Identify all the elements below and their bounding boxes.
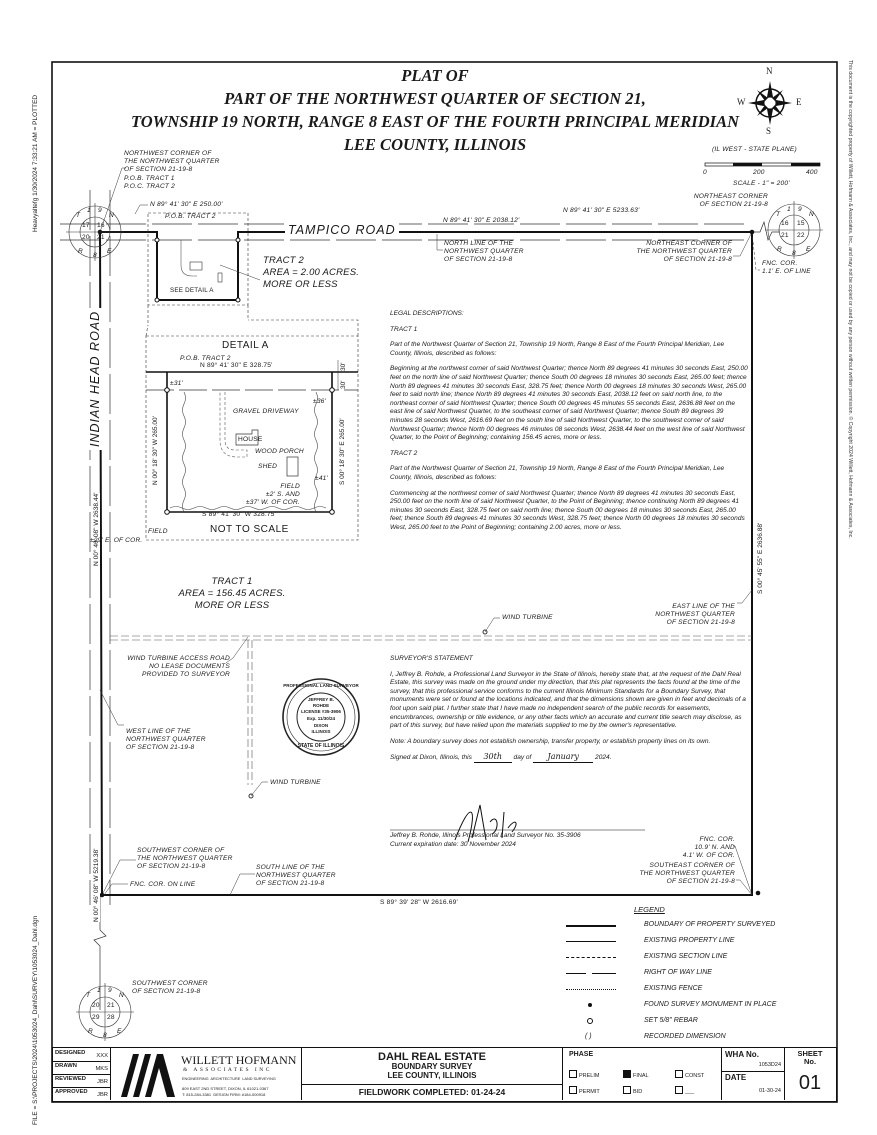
bearing-2038: N 89° 41' 30" E 2038.12' [443,217,520,224]
ne-corner-quarter-label: NORTHEAST CORNER OF THE NORTHWEST QUARTER OF SECTION 21-19-8 [636,240,732,264]
compass-e: E [796,97,802,107]
ne-section-corner-label: NORTHEAST CORNER OF SECTION 21-19-8 [693,193,768,209]
indian-head-road-label: INDIAN HEAD ROAD [88,308,102,450]
seal-state: ILLINOIS [311,729,331,734]
legend-item-fence: EXISTING FENCE [556,985,826,995]
ne-sc-c3: 21 [781,232,789,239]
nw-sc-c2: 16 [97,222,105,229]
detail-house: HOUSE [238,436,263,443]
south-line-label: SOUTH LINE OF THE NORTHWEST QUARTER OF SECTION 21-19-8 [256,864,336,888]
see-detail-a: SEE DETAIL A [170,287,214,294]
ne-sc-r: R [777,246,782,253]
wind-turbine-1-label: WIND TURBINE [502,614,553,621]
fieldwork-completed: FIELDWORK COMPLETED: 01-24-24 [302,1084,562,1101]
access-road-label: WIND TURBINE ACCESS ROAD NO LEASE DOCUMENTS PROVIDED TO SURVEYOR [127,655,230,679]
detail-pm31: ±31' [170,380,184,387]
seal-license: LICENSE #35-3906 [301,709,341,714]
tract2-body: Commencing at the northwest corner of said Northwest Quarter; thence North 89 degrees 41 minutes 30 seconds East, 250.00 feet on the north line of said Northwest Quarter, to the Point of Beginning; thence continuing North 89 degrees 41 minutes 30 seconds East, 328.75 feet on said north line; thence South 00 degrees 18 minutes 30 seconds East, 265.00 feet; thence South 89 degrees 41 minutes 30 seconds West, 328.75 feet; thence North 00 degrees 18 minutes 30 seconds West, 265.00 feet to the Point of Beginning; containing 2.00 acres, more or less. [390,489,745,531]
phase-other[interactable]: ___ [675,1086,694,1095]
plot-stamp: Heavyaltefg 1/30/2024 7:33:21 AM = PLOTTED [32,94,39,232]
phase-bid[interactable]: BID [623,1086,642,1095]
legend-item-recorded: ( ) RECORDED DIMENSION [585,1033,726,1040]
legend [556,905,826,1045]
plat-title [120,64,750,156]
nw-sc-c4: 21 [97,234,105,241]
company-sub: & ASSOCIATES INC [183,1067,272,1073]
sheet-block [785,1048,835,1100]
detail-gravel: GRAVEL DRIVEWAY [233,408,299,415]
sw-sc-c4: 28 [107,1014,115,1021]
bearing-5233: N 89° 41' 30" E 5233.63' [563,207,640,214]
detail-pm36: ±36' [313,398,327,405]
tract2-area-label: TRACT 2 AREA = 2.00 ACRES. MORE OR LESS [263,255,360,290]
signed-day-of: day of [513,754,532,762]
sw-sc-8: 8 [103,1032,107,1039]
west-bearing-2: N 00° 46' 08" W 5219.38' [93,848,100,922]
sw-sc-t: T [86,992,91,999]
fnc-cor-ne-label: FNC. COR. 1.1' E. OF LINE [762,260,811,276]
signed-line [390,753,748,763]
signer-block [390,832,690,849]
client-name: DAHL REAL ESTATE [378,1051,486,1063]
phase-final[interactable]: FINAL [623,1070,649,1079]
legal-descriptions [390,310,748,539]
approved-value: JBR [97,1092,108,1098]
seal-ring-bottom: STATE OF ILLINOIS [297,743,345,749]
seal-exp: Exp. 11/30/24 [306,716,336,721]
date-value: 01-30-24 [758,1088,781,1094]
drawn-label: DRAWN [55,1063,77,1069]
tract1-heading: TRACT 1 [390,325,418,333]
nw-sc-8: 8 [93,252,97,259]
nw-sc-9: 9 [98,207,102,214]
detail-porch: WOOD PORCH [255,448,304,455]
detail-30-1: 30' [340,362,347,371]
ne-sc-c4: 22 [797,232,805,239]
sw-sc-n: N [119,992,124,999]
nw-sc-e: E [107,248,112,255]
project-block [301,1048,563,1100]
title-block [52,1047,837,1102]
legend-item-section-line: EXISTING SECTION LINE [556,953,826,963]
fnc-cor-se-label: FNC. COR. 10.9' N. AND 4.1' W. OF COR. [682,836,735,860]
legal-heading: LEGAL DESCRIPTIONS: [390,310,464,317]
seal-city: DIXON [313,723,329,728]
detail-a-title: DETAIL A [222,340,269,351]
sw-sc-e: E [117,1028,122,1035]
checkbox-final[interactable] [623,1070,631,1078]
reviewed-value: JBR [97,1079,108,1085]
seal-ring-top: PROFESSIONAL LAND SURVEYOR [283,683,359,688]
ne-sc-9: 9 [798,206,802,213]
file-path: FILE = S:\PROJECTS\2024\1053024_Dahl\SURVEY\1053024_Dahl.dgn [32,915,39,1125]
detail-pob: P.O.B. TRACT 2 [180,355,231,362]
scale-label: SCALE - 1" = 200' [733,180,790,187]
sw-sc-9: 9 [108,987,112,994]
nw-corner-label: NORTHWEST CORNER OF THE NORTHWEST QUARTER OF SECTION 21-19-8 P.O.B. TRACT 1 P.O.C. TRACT 2 [124,150,220,190]
west-line-label: WEST LINE OF THE NORTHWEST QUARTER OF SECTION 21-19-8 [126,728,206,752]
surveyor-statement [390,655,748,770]
tract1-body: Beginning at the northwest corner of said Northwest Quarter; thence North 89 degrees 41 minutes 30 seconds East, 250.00 feet on the north line of said Northwest Quarter; thence South 00 degrees 18 minutes 30 seconds East, 265.00 feet; thence North 89 degrees 41 minutes 30 seconds East, 328.75 feet; thence North 00 degrees 18 minutes 30 seconds West, 265.00 feet to said north line; thence North 89 degrees 41 minutes 30 seconds East, 2038.12 feet on said north line, to the northeast corner of said Northwest Quarter; thence South 00 degrees 45 minutes 55 seconds East, 2636.88 feet on the east line of said Northwest Quarter, to the southeast corner of said Northwest Quarter; thence South 89 degrees 39 minutes 28 seconds West, 2616.69 feet on the south line of said Northwest Quarter, to the southwest corner of said Northwest Quarter; thence North 00 degrees 46 minutes 08 seconds West, 2638.44 feet on the west line of said Northwest Quarter, to the Point of Beginning; containing 156.45 acres, more or less. [390,365,748,442]
sw-sc-c3: 29 [92,1014,100,1021]
statement-heading: SURVEYOR'S STATEMENT [390,655,473,662]
signer-name: Jeffrey B. Rohde, Illinois Professional Land Surveyor No. 35-3906 [390,832,581,839]
detail-30-2: 30' [340,380,347,389]
legend-item-right-of-way: RIGHT OF WAY LINE [556,969,826,979]
sw-sc-c2: 21 [107,1002,115,1009]
detail-shed: SHED [258,463,278,470]
nw-sc-1: 1 [87,207,91,214]
nw-sc-c1: 17 [82,222,90,229]
project-county: LEE COUNTY, ILLINOIS [387,1071,477,1080]
tract1-intro: Part of the Northwest Quarter of Section 21, Township 19 North, Range 8 East of the Fourth Principal Meridian, Lee County, Illinois, described as follows: [390,341,725,357]
south-bearing: S 89° 39' 28" W 2616.69' [380,899,458,906]
scale-tick-400: 400 [806,169,818,176]
west-bearing-1: N 00° 46' 08" W 2638.44' [93,492,100,566]
ne-sc-c1: 16 [781,220,789,227]
detail-north-bearing: N 89° 41' 30" E 328.75' [200,362,273,369]
checkbox-prelim[interactable] [569,1070,577,1078]
statement-body: I, Jeffrey B. Rohde, a Professional Land Surveyor in the State of Illinois, hereby state that, at the request of the Dahl Real Estate, this survey was made on the ground under my direction, that this plat represents the facts found at the time of the survey, that this professional service conforms to the current Illinois Minimum Standards for a Boundary Survey, that monuments were set or found at the locations indicated, and that the dimensions shown are given in feet and decimals of a foot upon said plat. I further state that I have made no independent search of the public records for easements, encumbrances, ownership or title evidence, or any other facts which an accurate and current title search may disclose, as part of this survey, but have relied upon the materials supplied to me by the owner's representative. [390,670,746,730]
wind-turbine-2-label: WIND TURBINE [270,779,321,786]
title-line-4: LEE COUNTY, ILLINOIS [343,135,527,154]
ne-sc-c2: 15 [797,220,805,227]
signed-month: January [533,753,593,763]
approved-label: APPROVED [55,1089,88,1095]
scale-tick-200: 200 [753,169,765,176]
seal-name2: ROHDE [312,703,330,708]
legend-heading: LEGEND [634,905,665,914]
legend-item-boundary: BOUNDARY OF PROPERTY SURVEYED [556,921,826,931]
sw-sc-r: R [88,1028,93,1035]
title-line-1: PLAT OF [401,66,469,85]
compass-w: W [737,97,746,107]
sw-section-corner-label: SOUTHWEST CORNER OF SECTION 21-19-8 [132,980,208,996]
east-bearing: S 00° 45' 55" E 2636.88' [757,522,764,594]
drawn-value: MKS [95,1066,108,1072]
phase-const[interactable]: CONST [675,1070,704,1079]
copyright-notice: This document is the copyrighted property of Willett, Hofmann & Associates, Inc., and may not be copied or used by any person without written permission. © Copyright 2024 Willett, Hofmann & Associates, Inc. [847,60,853,539]
sheet-number: 01 [798,1072,822,1094]
found-monument-icon [588,1003,592,1007]
scale-datum: (IL WEST - STATE PLANE) [712,146,797,153]
detail-field-sw: FIELD [148,528,168,535]
phase-prelim[interactable]: PRELIM [569,1070,599,1079]
title-line-2: PART OF THE NORTHWEST QUARTER OF SECTION 21, [224,89,646,108]
compass-n: N [766,66,773,76]
wha-block [721,1048,785,1100]
tract2-intro: Part of the Northwest Quarter of Section 21, Township 19 North, Range 8 East of the Fourth Principal Meridian, Lee County, Illinois, described as follows: [390,465,725,481]
signed-year: 2024. [595,754,612,762]
phase-label: PHASE [569,1051,594,1058]
legend-item-found-monument: FOUND SURVEY MONUMENT IN PLACE [556,1001,826,1011]
tampico-road-label: TAMPICO ROAD [285,223,399,237]
wha-label: WHA No. [725,1050,759,1059]
reviewed-label: REVIEWED [55,1076,86,1082]
se-corner-label: SOUTHEAST CORNER OF THE NORTHWEST QUARTER OF SECTION 21-19-8 [639,862,735,886]
company-address: 809 EAST 2ND STREET, DIXON, IL 61021-0367 [182,1086,269,1091]
detail-east-bearing: S 00° 18' 30" E 265.00' [339,418,346,485]
nw-sc-t: T [76,212,81,219]
phase-permit[interactable]: PERMIT [569,1086,600,1095]
tract1-area-label: TRACT 1 AREA = 156.45 ACRES. MORE OR LESS [178,576,286,611]
tract2-heading: TRACT 2 [390,449,418,457]
ne-sc-8: 8 [792,250,796,257]
designed-label: DESIGNED [55,1050,86,1056]
ne-sc-1: 1 [787,206,791,213]
nw-sc-r: R [78,248,83,255]
fnc-cor-sw-label: FNC. COR. ON LINE [130,881,196,888]
title-line-3: TOWNSHIP 19 NORTH, RANGE 8 EAST OF THE FOURTH PRINCIPAL MERIDIAN [130,112,739,131]
designed-value: XXX [96,1053,108,1059]
company-disciplines: ENGINEERING ARCHITECTURE LAND SURVEYING [182,1077,276,1081]
bearing-250: N 89° 41' 30" E 250.00' [150,201,223,208]
compass-rose-icon [748,81,792,125]
ne-sc-t: T [776,211,781,218]
nw-sc-c3: 20 [82,234,90,241]
compass-s: S [766,126,772,136]
personnel-table [53,1048,111,1100]
ne-sc-n: N [809,211,814,218]
sw-sc-1: 1 [97,987,101,994]
phase-block [565,1048,721,1100]
sheet-label: SHEET No. [797,1049,823,1066]
detail-south-bearing: S 89° 41' 30" W 328.75' [202,511,277,518]
checkbox-permit[interactable] [569,1086,577,1094]
nw-sc-n: N [109,212,114,219]
detail-field-se: FIELD ±2' S. AND ±37' W. OF COR. [245,483,300,507]
sw-corner-label: SOUTHWEST CORNER OF THE NORTHWEST QUARTER OF SECTION 21-19-8 [137,847,233,871]
signed-day: 30th [474,753,512,763]
scale-tick-0: 0 [703,169,707,176]
wha-number: 1053D24 [758,1062,781,1068]
detail-pm41: ±41' [315,475,329,482]
checkbox-other[interactable] [675,1086,683,1094]
signer-expiration: Current expiration date: 30 November 2024 [390,840,516,848]
checkbox-const[interactable] [675,1070,683,1078]
sw-sc-c1: 20 [92,1002,100,1009]
seal-name1: JEFFREY B. [308,697,334,702]
statement-note: Note: A boundary survey does not establish ownership, transfer property, or establish property lines on its own. [390,737,711,745]
detail-west-bearing: N 00° 18' 30" W 265.00' [152,416,159,485]
legend-item-property-line: EXISTING PROPERTY LINE [556,937,826,947]
date-label: DATE [725,1073,747,1082]
checkbox-bid[interactable] [623,1086,631,1094]
north-line-label: NORTH LINE OF THE NORTHWEST QUARTER OF SECTION 21-19-8 [444,240,524,264]
company-logo-icon [117,1050,177,1100]
signed-prefix: Signed at Dixon, Illinois, this [390,754,472,762]
ne-sc-e: E [806,246,811,253]
legend-item-rebar: SET 5/8" REBAR [556,1017,826,1027]
pob-tract2-label: P.O.B. TRACT 2 [165,213,216,220]
east-line-label: EAST LINE OF THE NORTHWEST QUARTER OF SECTION 21-19-8 [655,603,735,627]
survey-type: BOUNDARY SURVEY [391,1062,473,1071]
rebar-icon [587,1018,593,1024]
company-name: WILLETT HOFMANN [181,1053,297,1067]
not-to-scale: NOT TO SCALE [210,524,289,535]
detail-field-sw-offset: ±29' E. OF COR. [90,537,143,544]
company-phone: T: 815-284-3381 DESIGN FIRM: #184-000918 [182,1092,266,1097]
